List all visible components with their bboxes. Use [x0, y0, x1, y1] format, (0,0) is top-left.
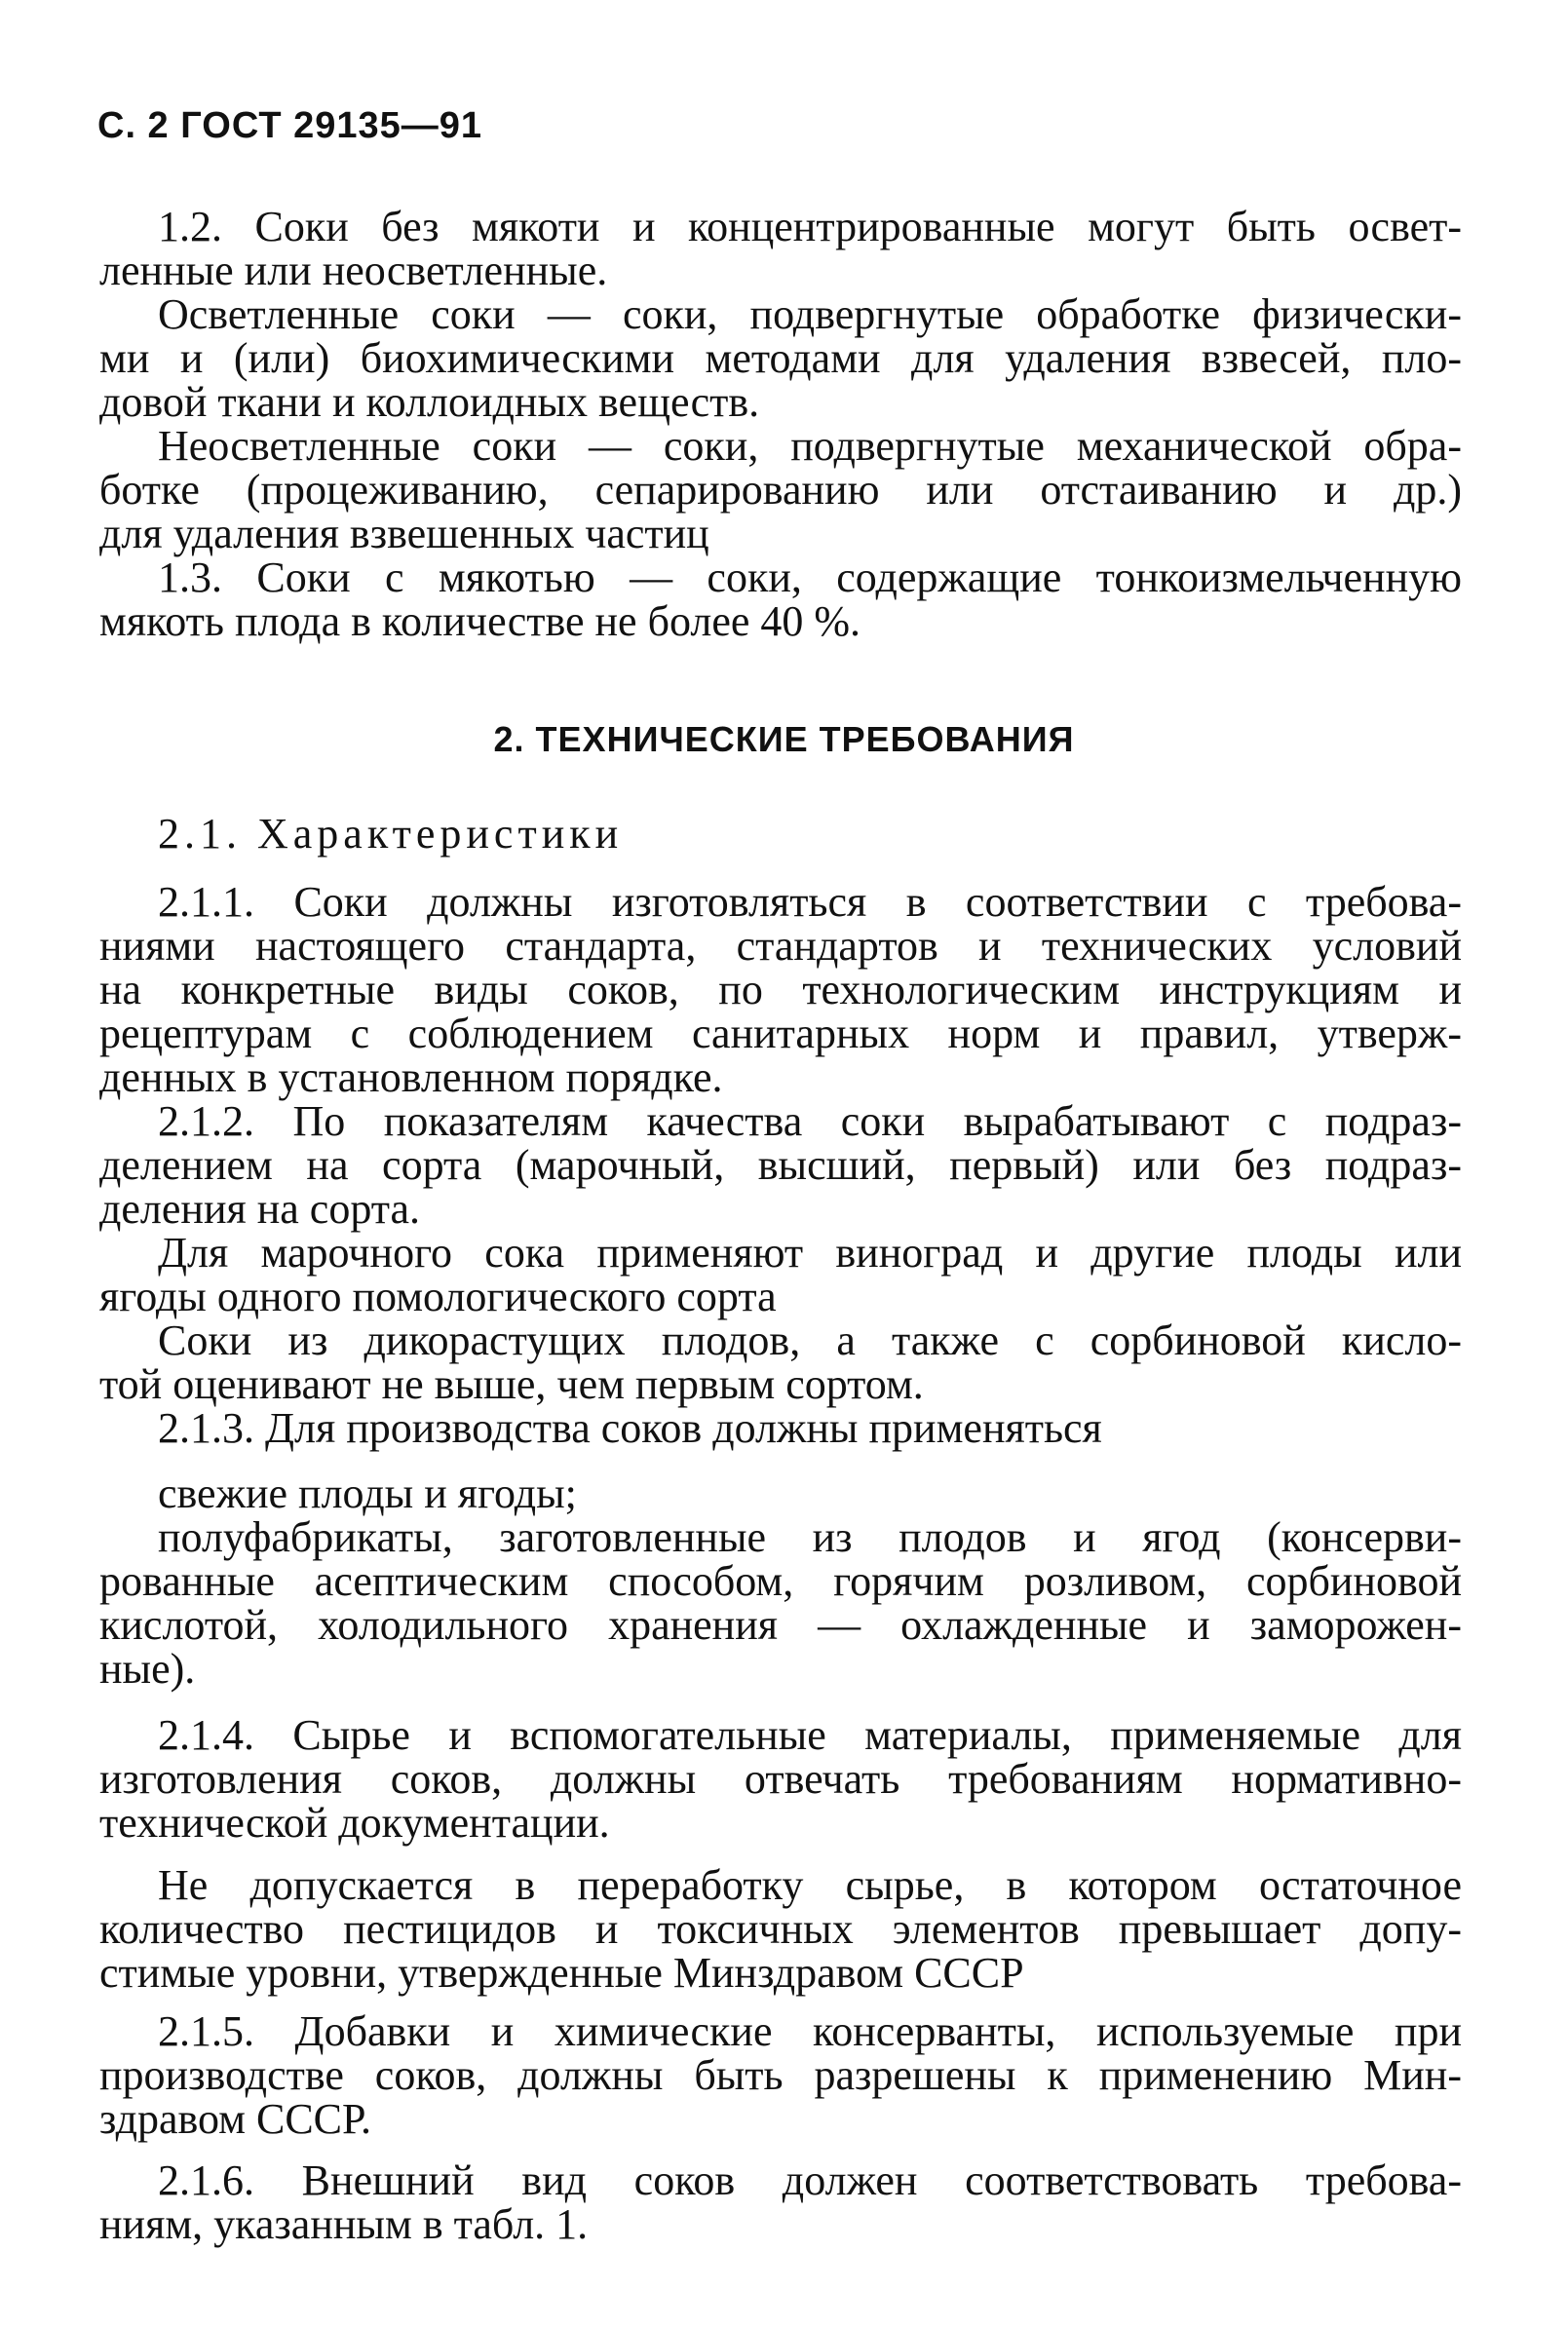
text-line: 2.1.4. Сырье и вспомогательные материалы, применяемые для — [158, 1711, 1462, 1759]
text-line: той оценивают не выше, чем первым сортом. — [99, 1360, 924, 1408]
text-line: кислотой, холодильного хранения — охлажденные и заморожен- — [99, 1601, 1462, 1649]
text-line: 2.1.5. Добавки и химические консерванты, используемые при — [158, 2007, 1462, 2055]
text-line: ми и (или) биохимическими методами для удаления взвесей, пло- — [99, 334, 1462, 382]
page-header: С. 2 ГОСТ 29135—91 — [97, 105, 483, 146]
text-line: 2.1.3. Для производства соков должны применяться — [158, 1404, 1102, 1452]
text-line: 1.3. Соки с мякотью — соки, содержащие тонкоизмельченную — [158, 553, 1462, 601]
text-line: Для марочного сока применяют виноград и другие плоды или — [158, 1229, 1462, 1277]
text-line: Осветленные соки — соки, подвергнутые обработке физически- — [158, 290, 1462, 338]
text-line: производстве соков, должны быть разрешены к применению Мин- — [99, 2051, 1462, 2099]
text-line: Соки из дикорастущих плодов, а также с сорбиновой кисло- — [158, 1316, 1462, 1364]
text-line: мякоть плода в количестве не более 40 %. — [99, 597, 861, 645]
text-line: полуфабрикаты, заготовленные из плодов и ягод (консерви- — [158, 1513, 1462, 1561]
text-line: деления на сорта. — [99, 1185, 421, 1233]
text-line: ботке (процеживанию, сепарированию или отстаиванию и др.) — [99, 466, 1462, 514]
text-line: денных в установленном порядке. — [99, 1053, 723, 1101]
text-line: ягоды одного помологического сорта — [99, 1273, 777, 1320]
text-line: рованные асептическим способом, горячим розливом, сорбиновой — [99, 1557, 1462, 1605]
text-line: 1.2. Соки без мякоти и концентрированные могут быть освет- — [158, 203, 1462, 250]
text-line: делением на сорта (марочный, высший, первый) или без подраз- — [99, 1141, 1462, 1189]
text-line: ниями настоящего стандарта, стандартов и технических условий — [99, 922, 1462, 970]
text-line: 2.1.1. Соки должны изготовляться в соответствии с требова- — [158, 878, 1462, 926]
subsection-heading: 2.1. Характеристики — [158, 810, 624, 858]
text-line: количество пестицидов и токсичных элементов превышает допу- — [99, 1905, 1462, 1953]
text-line: ниям, указанным в табл. 1. — [99, 2200, 589, 2248]
text-line: Неосветленные соки — соки, подвергнутые механической обра- — [158, 422, 1462, 470]
text-line: Не допускается в переработку сырье, в котором остаточное — [158, 1861, 1462, 1909]
text-line: здравом СССР. — [99, 2095, 371, 2143]
text-line: рецептурам с соблюдением санитарных норм и правил, утверж- — [99, 1010, 1462, 1057]
text-line: для удаления взвешенных частиц — [99, 510, 709, 557]
text-line: 2.1.6. Внешний вид соков должен соответствовать требова- — [158, 2156, 1462, 2204]
text-line: ные). — [99, 1645, 196, 1693]
text-line: технической документации. — [99, 1799, 610, 1847]
text-line: 2.1.2. По показателям качества соки вырабатывают с подраз- — [158, 1097, 1462, 1145]
text-line: свежие плоды и ягоды; — [158, 1469, 577, 1517]
text-line: изготовления соков, должны отвечать требованиям нормативно- — [99, 1755, 1462, 1803]
text-line: стимые уровни, утвержденные Минздравом СССР — [99, 1949, 1024, 1997]
text-line: на конкретные виды соков, по технологическим инструкциям и — [99, 966, 1462, 1013]
text-line: довой ткани и коллоидных веществ. — [99, 378, 760, 426]
section-title: 2. ТЕХНИЧЕСКИЕ ТРЕБОВАНИЯ — [493, 719, 1075, 759]
text-line: ленные или неосветленные. — [99, 247, 608, 294]
